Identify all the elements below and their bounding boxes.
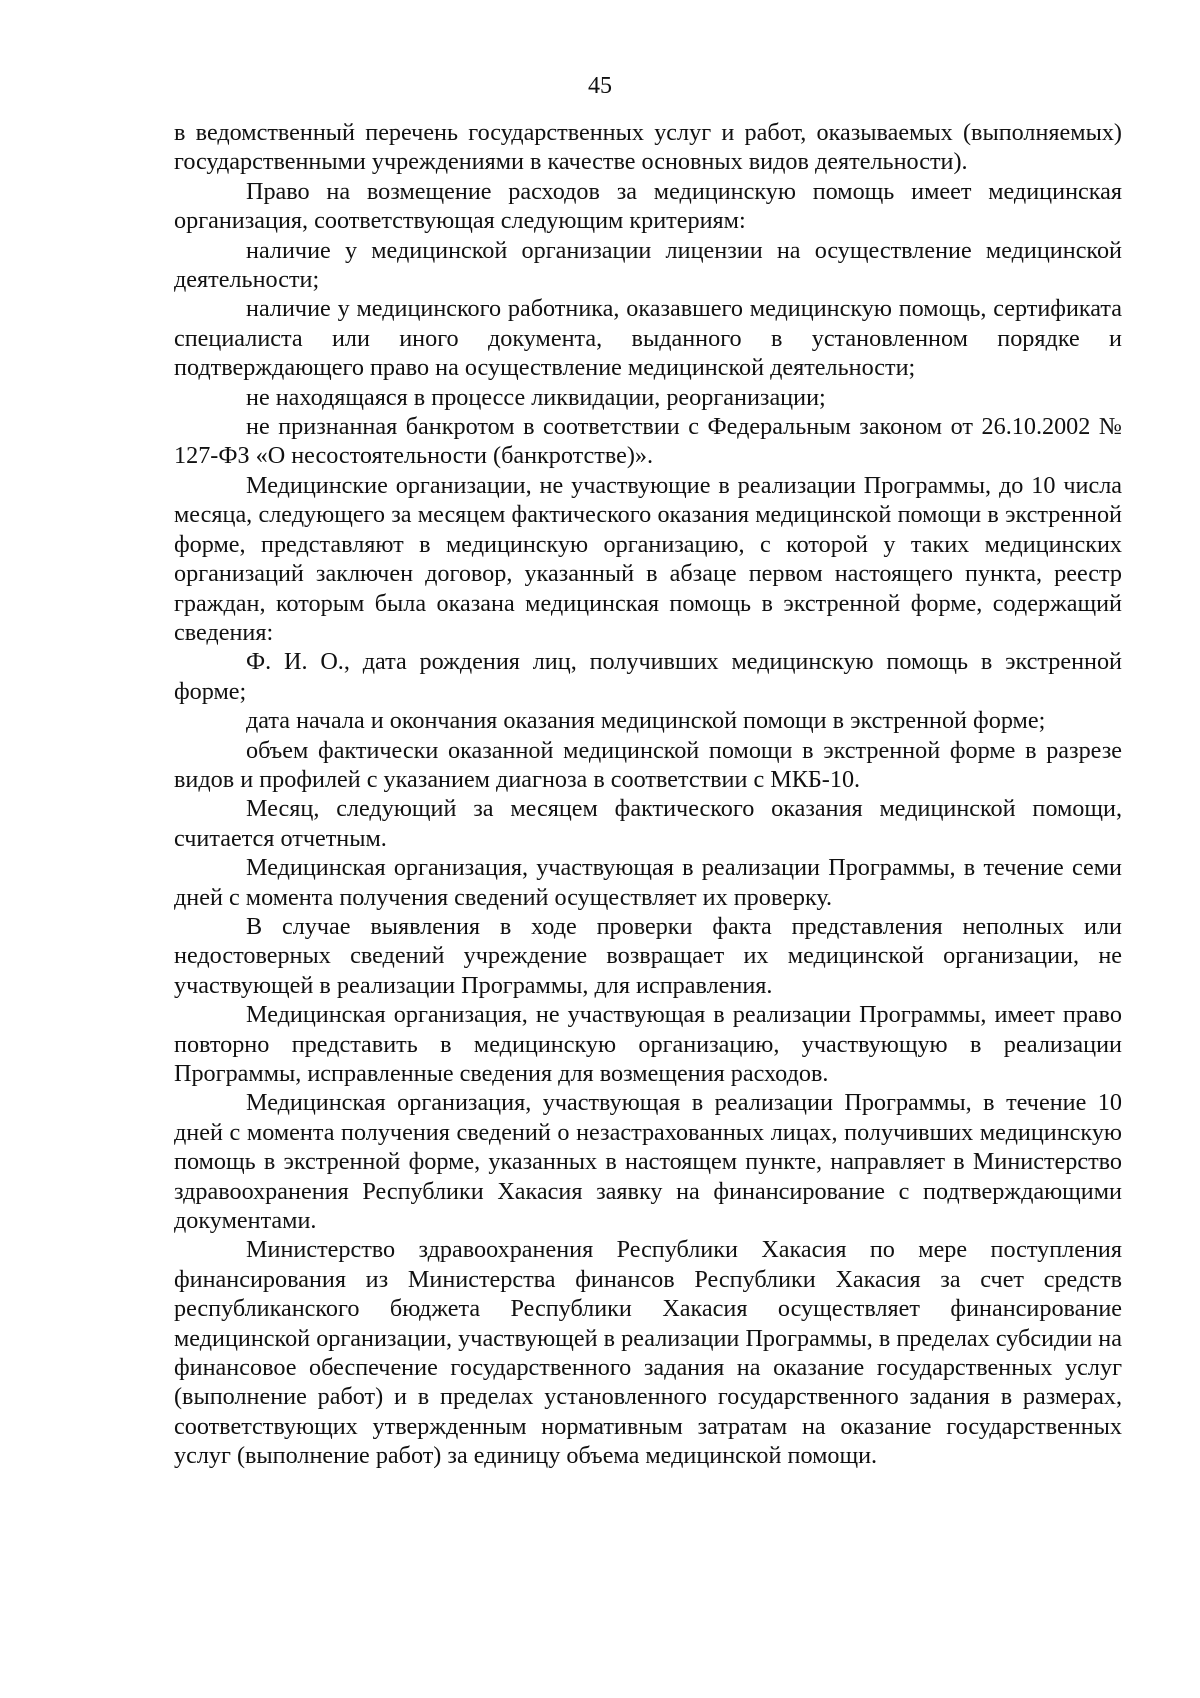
paragraph-9: дата начала и окончания оказания медицинской помощи в экстренной форме; (246, 707, 1046, 735)
paragraph-4: наличие у медицинского работника, оказавшего медицинскую помощь, сертификата специалиста или иного документа, выданного в установленном порядке и подтверждающего право на осуществление медицинской деятельности; (174, 295, 1122, 382)
paragraph-7: Медицинские организации, не участвующие в реализации Программы, до 10 числа месяца, следующего за месяцем фактического оказания медицинской помощи в экстренной форме, представляют в медицинскую организацию, с которой у таких медицинских организаций заключен договор, указанный в абзаце первом настоящего пункта, реестр граждан, которым была оказана медицинская помощь в экстренной форме, содержащий сведения: (174, 471, 1122, 646)
page-number: 45 (588, 73, 612, 99)
paragraph-11: Месяц, следующий за месяцем фактического оказания медицинской помощи, считается отчетным. (174, 795, 1122, 852)
document-body (174, 118, 1122, 1471)
paragraph-14: Медицинская организация, не участвующая в реализации Программы, имеет право повторно представить в медицинскую организацию, участвующую в реализации Программы, исправленные сведения для возмещения расходов. (174, 1001, 1122, 1087)
paragraph-10: объем фактически оказанной медицинской помощи в экстренной форме в разрезе видов и профилей с указанием диагноза в соответствии с МКБ-10. (174, 736, 1122, 793)
paragraph-1: в ведомственный перечень государственных услуг и работ, оказываемых (выполняемых) государственными учреждениями в качестве основных видов деятельности). (174, 119, 1122, 176)
paragraph-8: Ф. И. О., дата рождения лиц, получивших медицинскую помощь в экстренной форме; (174, 648, 1122, 705)
paragraph-5: не находящаяся в процессе ликвидации, реорганизации; (246, 383, 826, 411)
paragraph-2: Право на возмещение расходов за медицинскую помощь имеет медицинская организация, соответствующая следующим критериям: (174, 177, 1122, 235)
paragraph-13: В случае выявления в ходе проверки факта представления неполных или недостоверных сведений учреждение возвращает их медицинской организации, не участвующей в реализации Программы, для исправления. (174, 912, 1122, 999)
paragraph-3: наличие у медицинской организации лицензии на осуществление медицинской деятельности; (174, 236, 1122, 294)
paragraph-15: Медицинская организация, участвующая в реализации Программы, в течение 10 дней с момента получения сведений о незастрахованных лицах, получивших медицинскую помощь в экстренной форме, указанных в настоящем пункте, направляет в Министерство здравоохранения Республики Хакасия заявку на финансирование с подтверждающими документами. (174, 1089, 1122, 1235)
paragraph-6: не признанная банкротом в соответствии с Федеральным законом от 26.10.2002 № 127-ФЗ «О несостоятельности (банкротстве)». (174, 413, 1122, 470)
paragraph-16: Министерство здравоохранения Республики Хакасия по мере поступления финансирования из Министерства финансов Республики Хакасия за счет средств республиканского бюджета Республики Хакасия осуществляет финансирование медицинской организации, участвующей в реализации Программы, в пределах субсидии на финансовое обеспечение государственного задания на оказание государственных услуг (выполнение работ) и в пределах установленного государственного задания в размерах, соответствующих утвержденным нормативным затратам на оказание государственных услуг (выполнение работ) за единицу объема медицинской помощи. (174, 1236, 1122, 1470)
paragraph-12: Медицинская организация, участвующая в реализации Программы, в течение семи дней с момента получения сведений осуществляет их проверку. (174, 854, 1122, 911)
